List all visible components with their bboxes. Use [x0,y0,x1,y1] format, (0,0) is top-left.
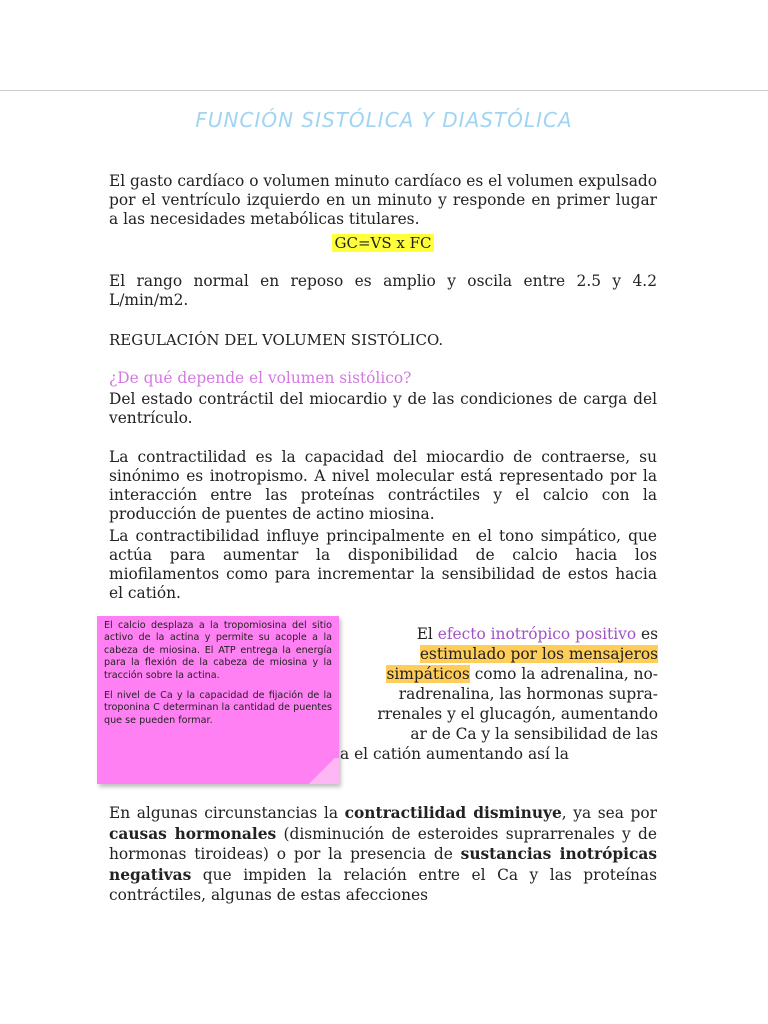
section-heading: REGULACIÓN DEL VOLUMEN SISTÓLICO. [109,331,444,349]
p6-text-2: , ya sea por [561,804,657,822]
paragraph-contractilidad-disminuye [109,803,657,906]
formula-text: GC=VS x FC [334,234,432,252]
note-paragraph-calcio: El calcio desplaza a la tropomiosina del sitio activo de la actina y permite su acople a la cabeza de miosina. El ATP entrega la energía para la flexión de la cabeza de miosina y la tracción sobre la actina. [104,620,332,681]
paragraph-depende: Del estado contráctil del miocardio y de las condiciones de carga del ventrículo. [109,390,657,427]
paragraph-contractibilidad: La contractibilidad influye principalmente en el tono simpático, que actúa para aumentar la disponibilidad de calcio hacia los miofilamentos como para incrementar la sensibilidad de estos hacia el catión. [109,527,657,602]
right-line-1-pre: El [416,625,438,643]
p6-text-4: que impiden la relación entre el Ca y las proteínas contráctiles, algunas de estas afecciones [109,865,657,904]
right-line-2 [340,644,658,664]
right-line-3-post: como la adrenalina, no- [469,665,658,683]
question-text: ¿De qué depende el volumen sistólico? [109,369,412,387]
efecto-inotropico-text: efecto inotrópico positivo [437,625,637,643]
paragraph-contractilidad: La contractilidad es la capacidad del miocardio de contraerse, su sinónimo es inotropismo. A nivel molecular está representado por la interacción entre las proteínas contráctiles y el calcio con la producción de puentes de actino miosina. [109,448,657,523]
right-line-5: rrenales y el glucagón, aumentando [377,705,658,723]
sticky-note [97,616,339,784]
paragraph-rango-normal: El rango normal en reposo es amplio y oscila entre 2.5 y 4.2 L/min/m2. [109,272,657,309]
right-line-7: a el catión aumentando así la [340,745,569,763]
note-paragraph-nivel-ca: El nivel de Ca y la capacidad de fijación de la troponina C determinan la cantidad de puentes que se pueden formar. [104,690,332,726]
p6-text-1: En algunas circunstancias la [109,804,345,822]
bold-contractilidad-disminuye: contractilidad disminuye [344,804,562,822]
page-title: FUNCIÓN SISTÓLICA Y DIASTÓLICA [195,108,573,132]
right-line-1-post: es [636,625,658,643]
highlight-estimulado: estimulado por los mensajeros [419,645,658,663]
paragraph-gasto-cardiaco: El gasto cardíaco o volumen minuto cardíaco es el volumen expulsado por el ventrículo izquierdo en un minuto y responde en primer lugar a las necesidades metabólicas titulares. [109,172,658,228]
formula [109,234,657,252]
right-line-4: radrenalina, las hormonas supra- [398,685,658,703]
highlight-simpaticos: simpáticos [386,665,470,683]
right-line-1 [340,624,658,644]
right-line-6: ar de Ca y la sensibilidad de las [410,725,658,743]
bold-causas-hormonales: causas hormonales [109,824,277,843]
sticky-note-curl [305,758,339,784]
bold-sustancias-inotropicas: sustancias inotrópicas negativas [109,845,658,884]
top-divider [0,90,768,91]
p6-text-3: (disminución de esteroides suprarrenales y de hormonas tiroideas) o por la presencia de [109,824,657,863]
right-line-3 [340,664,658,684]
